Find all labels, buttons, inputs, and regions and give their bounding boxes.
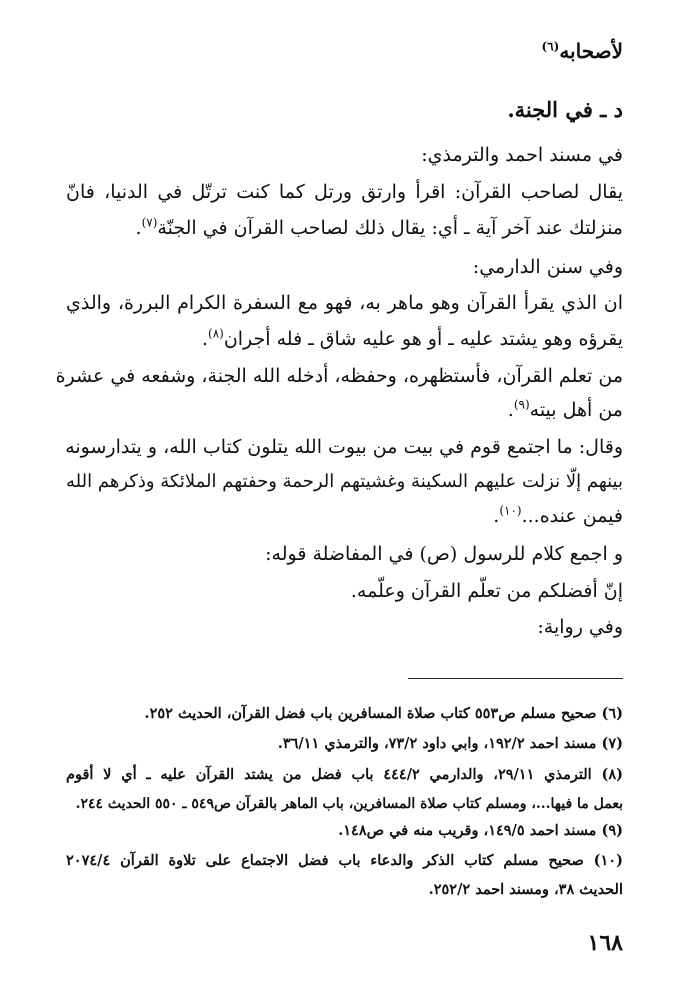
paragraph-2-line-2-text: يقرؤه وهو يشتد عليه ـ أو هو عليه شاق ـ فله أجران bbox=[223, 328, 623, 350]
paragraph-5-line-2: إنّ أفضلكم من تعلّم القرآن وعلّمه. bbox=[350, 580, 623, 602]
footnote-ref-7: (٧) bbox=[141, 215, 158, 230]
paragraph-4-end: . bbox=[493, 505, 500, 527]
running-head-text: لأصحابه bbox=[559, 39, 623, 63]
paragraph-4-line-1: وقال: ما اجتمع قوم في بيت من بيوت الله يتلون كتاب الله، و يتدارسونه bbox=[65, 436, 623, 458]
running-head-note-ref: (٦) bbox=[541, 39, 560, 54]
paragraph-4-line-3-text: فيمن عنده... bbox=[521, 505, 623, 527]
footnote-ref-9: (٩) bbox=[513, 397, 530, 412]
paragraph-3-line-2 bbox=[66, 395, 623, 425]
paragraph-3-line-1: من تعلم القرآن، فأستظهره، وحفظه، أدخله الله الجنة، وشفعه في عشرة bbox=[55, 365, 623, 387]
paragraph-1-line-1: يقال لصاحب القرآن: اقرأ وارتق ورتل كما كنت ترتّل في الدنيا، فانّ bbox=[66, 181, 623, 203]
paragraph-1-end: . bbox=[135, 217, 142, 239]
running-head bbox=[66, 36, 623, 66]
paragraph-5-line-3: وفي رواية: bbox=[537, 616, 623, 638]
paragraph-1-line-2-text: منزلتك عند آخر آية ـ أي: يقال ذلك لصاحب القرآن في الجنّة bbox=[157, 217, 623, 239]
paragraph-2-line-1: ان الذي يقرأ القرآن وهو ماهر به، فهو مع السفرة الكرام البررة، والذي bbox=[66, 292, 623, 314]
footnote-ref-10: (١٠) bbox=[499, 503, 522, 518]
paragraph-3-end: . bbox=[507, 399, 514, 421]
footnote-10-line-1: (١٠) صحيح مسلم كتاب الذكر والدعاء باب فضل الاجتماع على تلاوة القرآن ٢٠٧٤/٤ bbox=[66, 852, 623, 869]
footnote-8-line-2: بعمل ما فيها...، ومسلم كتاب صلاة المسافرين، باب الماهر بالقرآن ص٥٤٩ ـ ٥٥٠ الحديث ٢٤٤. bbox=[75, 796, 623, 812]
footnote-8-line-1: (٨) الترمذي ٢٩/١١، والدارمي ٤٤٤/٢ باب فضل من يشتد القرآن عليه ـ أي لا أقوم bbox=[66, 766, 623, 783]
paragraph-3-line-2-text: من أهل بيته bbox=[529, 399, 623, 421]
paragraph-1-intro: في مسند احمد والترمذي: bbox=[421, 144, 623, 166]
paragraph-2-intro: وفي سنن الدارمي: bbox=[472, 256, 623, 278]
footnote-separator bbox=[408, 678, 623, 679]
footnote-10-line-2: الحديث ٣٨، ومسند احمد ٢٥٢/٢. bbox=[428, 881, 623, 898]
footnote-7: (٧) مسند احمد ١٩٢/٢، وابي داود ٧٣/٢، والترمذي ٣٦/١١. bbox=[277, 735, 623, 752]
page-number: ١٦٨ bbox=[587, 930, 623, 956]
paragraph-2-end: . bbox=[201, 328, 208, 350]
paragraph-1-line-2 bbox=[66, 213, 623, 243]
footnote-6: (٦) صحيح مسلم ص٥٥٣ كتاب صلاة المسافرين باب فضل القرآن، الحديث ٢٥٢. bbox=[144, 705, 623, 722]
paragraph-4-line-3 bbox=[66, 501, 623, 531]
paragraph-5-line-1: و اجمع كلام للرسول (ص) في المفاضلة قوله: bbox=[265, 543, 623, 565]
section-heading: د ـ في الجنة. bbox=[507, 97, 623, 122]
footnote-ref-8: (٨) bbox=[208, 326, 224, 341]
footnote-9: (٩) مسند احمد ١٤٩/٥، وقريب منه في ص١٤٨. bbox=[338, 822, 623, 839]
paragraph-4-line-2: بينهم إلّا نزلت عليهم السكينة وغشيتهم الرحمة وحفتهم الملائكة وذكرهم الله bbox=[66, 471, 623, 492]
paragraph-2-line-2 bbox=[66, 324, 623, 354]
